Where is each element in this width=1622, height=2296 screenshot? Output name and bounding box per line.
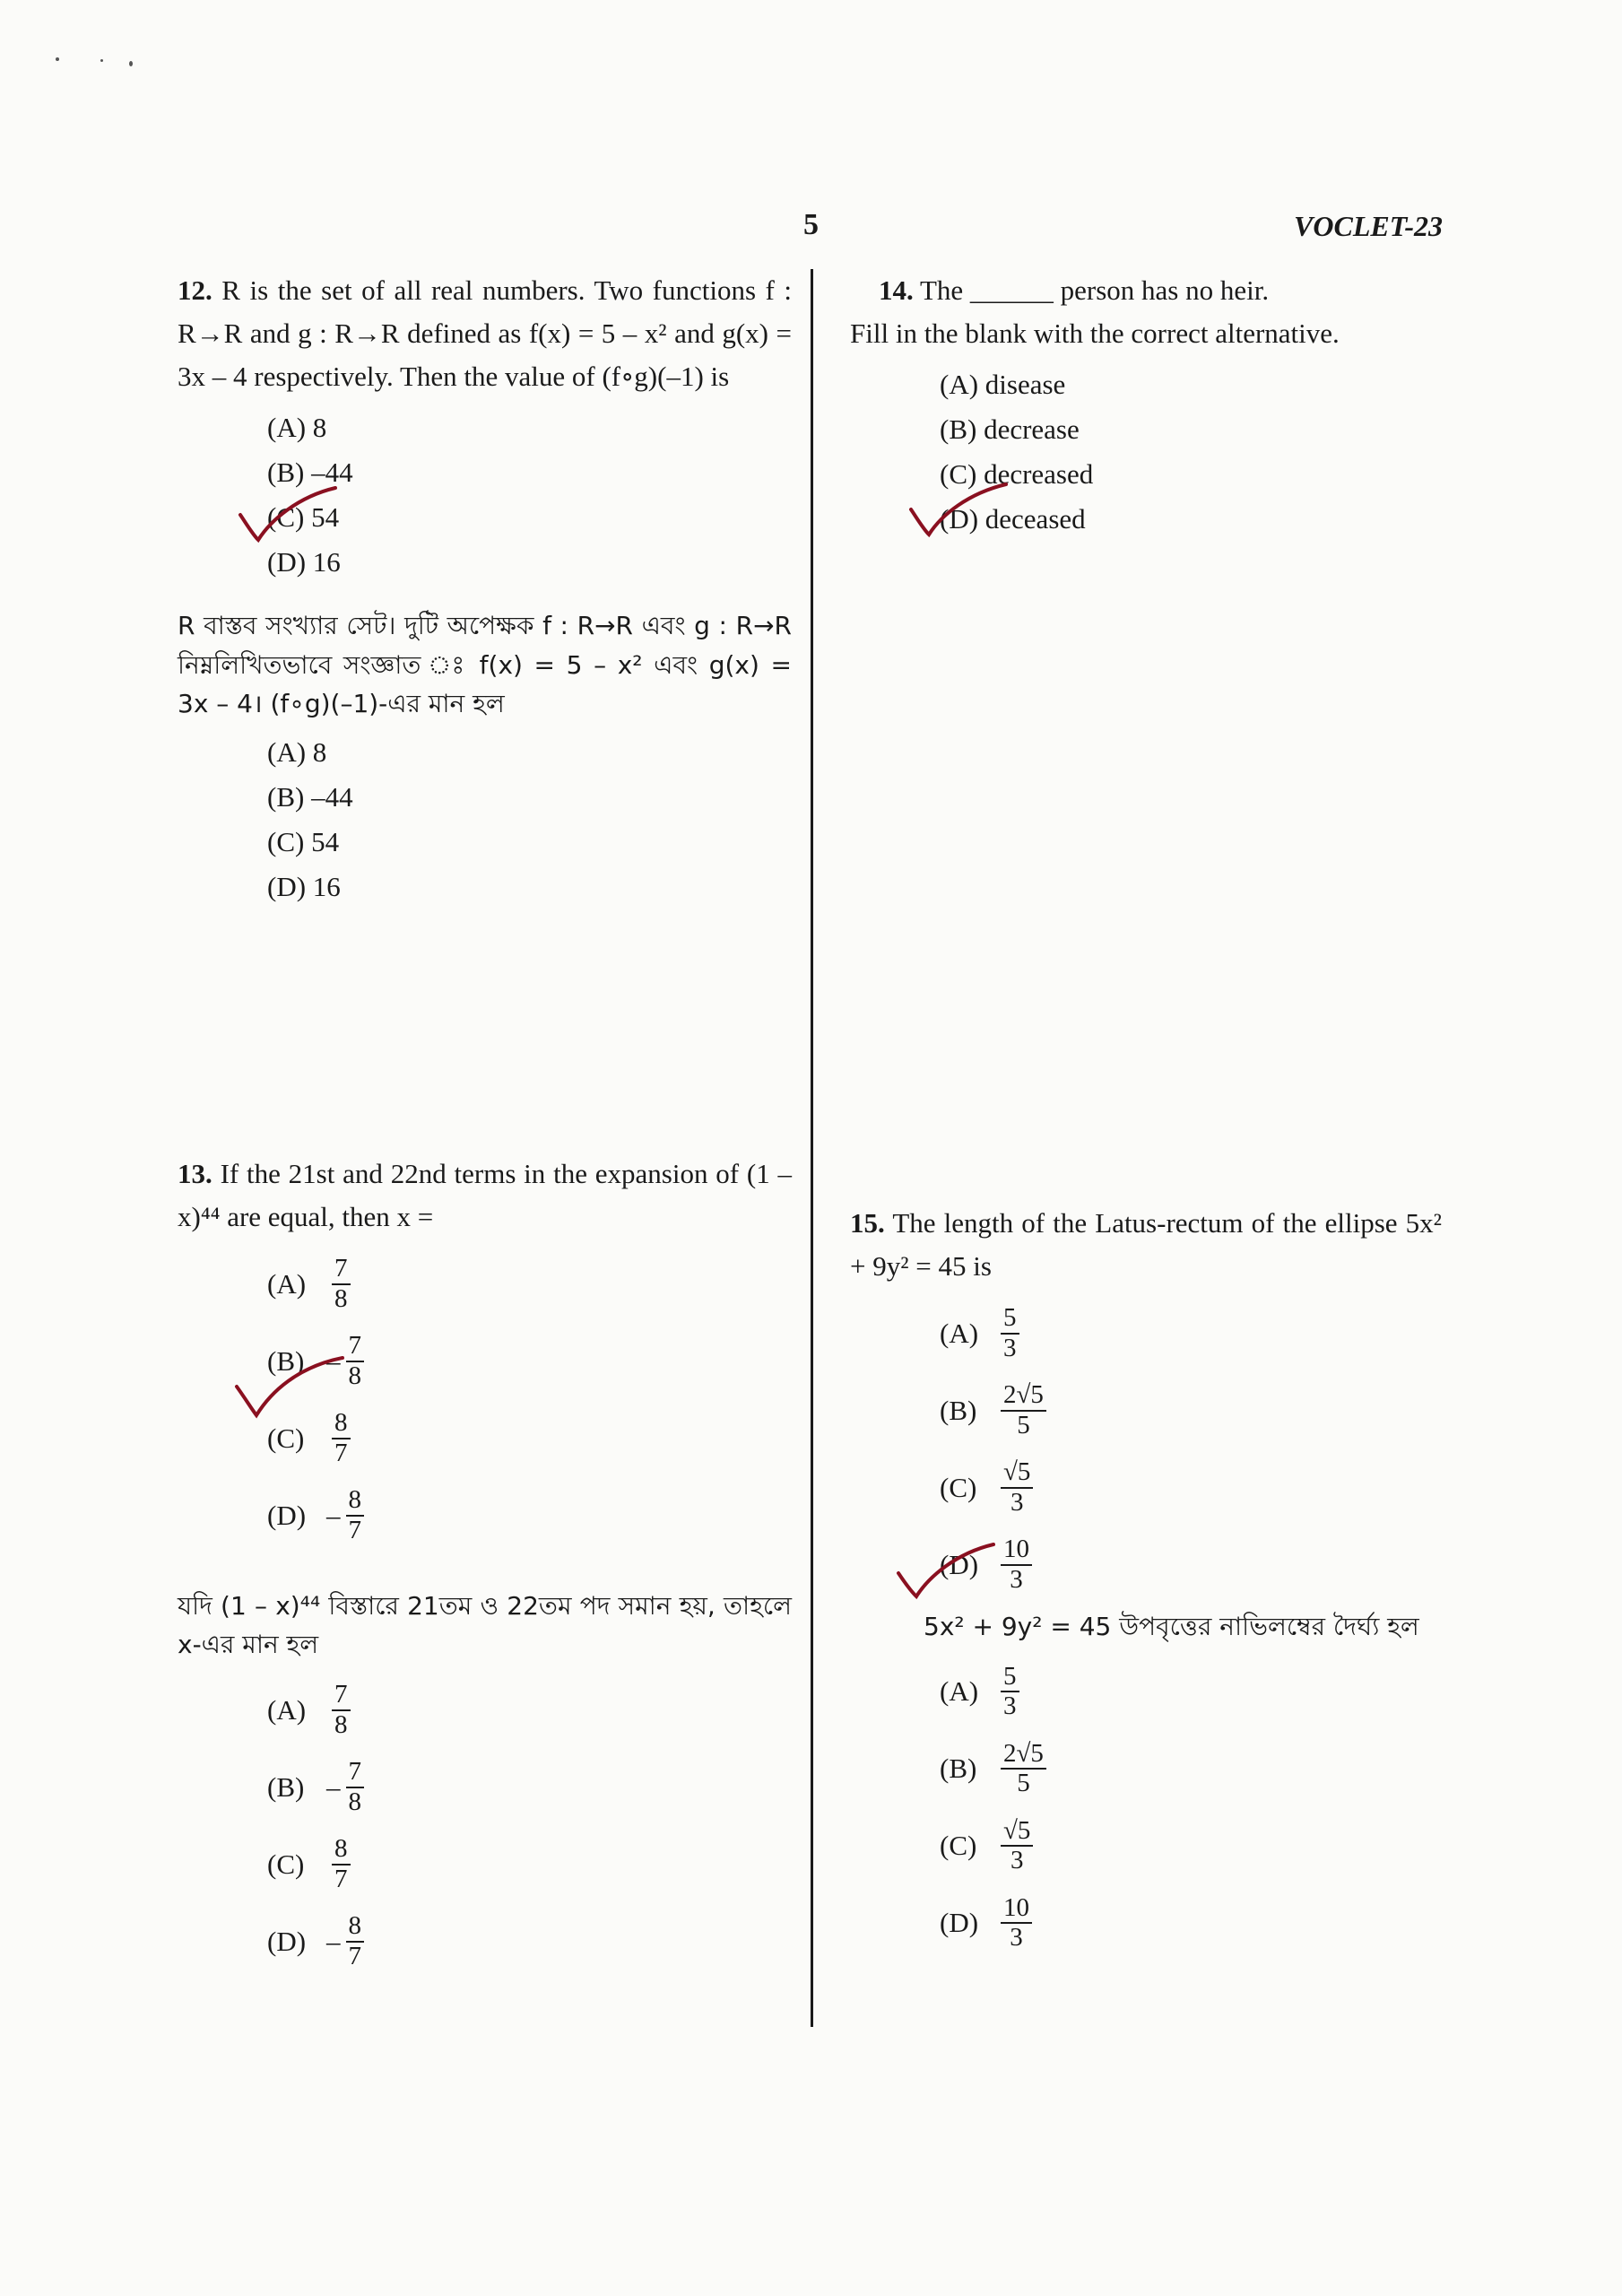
option-a[interactable]: (A) 8	[267, 736, 327, 769]
question-text-bengali: যদি (1 – x)⁴⁴ বিস্তারে 21তম ও 22তম পদ সমান হয়, তাহলে x-এর মান হল	[178, 1591, 792, 1660]
scan-speck	[56, 57, 59, 61]
question-15	[850, 1202, 1442, 1961]
question-number: 14.	[879, 274, 914, 306]
fraction: $\frac{√5}{3}$	[1001, 1817, 1033, 1876]
fraction: $\frac{7}{8}$	[346, 1758, 365, 1817]
exam-code: VOCLET-23	[1294, 210, 1443, 242]
question-text: R is the set of all real numbers. Two functions f : R→R and g : R→R defined as f(x) = 5 – x² and g(x) = 3x – 4 respectively. Then the value of (f∘g)(–1) is	[178, 274, 793, 393]
question-text-bengali: R বাস্তব সংখ্যার সেট। দুটি অপেক্ষক f : R→R এবং g : R→R নিম্নলিখিতভাবে সংজ্ঞাত ঃ f(x) = 5 – x² এবং g(x) = 3x – 4। (f∘g)(–1)-এর মান হল	[178, 611, 792, 718]
options-list-bengali	[267, 1672, 792, 1980]
fraction: $\frac{7}{8}$	[332, 1255, 351, 1314]
option-b[interactable]: (B) decrease	[940, 413, 1080, 446]
question-number: 12.	[178, 274, 213, 306]
question-text: If the 21st and 22nd terms in the expansion of (1 – x)⁴⁴ are equal, then x =	[178, 1158, 793, 1233]
option-a[interactable]: (A) $\frac{5}{3}$	[940, 1295, 1442, 1372]
fraction: $\frac{8}{7}$	[346, 1912, 365, 1971]
option-c[interactable]: (C) $\frac{√5}{3}$	[940, 1807, 1442, 1884]
fraction: $\frac{√5}{3}$	[1001, 1458, 1033, 1518]
option-b[interactable]: (B) – $\frac{7}{8}$	[267, 1323, 792, 1400]
options-list	[267, 405, 792, 585]
question-12	[178, 269, 792, 909]
option-d[interactable]: (D) 16	[267, 546, 341, 578]
question-number: 13.	[178, 1158, 213, 1189]
option-a[interactable]: (A) 8	[267, 412, 327, 444]
option-b[interactable]: (B) $\frac{2√5}{5}$	[940, 1372, 1442, 1449]
option-c[interactable]: (C) $\frac{8}{7}$	[267, 1400, 792, 1477]
option-c[interactable]: (C) $\frac{√5}{3}$	[940, 1449, 1442, 1526]
option-d[interactable]: (D) 16	[267, 871, 341, 903]
option-c[interactable]: (C) 54	[267, 501, 340, 534]
option-c[interactable]: (C) $\frac{8}{7}$	[267, 1826, 792, 1903]
options-list-bengali	[267, 730, 792, 909]
page-number: 5	[803, 208, 819, 241]
option-a[interactable]: (A) $\frac{5}{3}$	[940, 1653, 1442, 1730]
fraction: $\frac{10}{3}$	[1001, 1535, 1032, 1595]
option-d[interactable]: (D) deceased	[940, 503, 1086, 535]
fraction: $\frac{7}{8}$	[346, 1332, 365, 1391]
scan-speck	[100, 59, 103, 62]
options-list	[267, 1246, 792, 1554]
fraction: $\frac{10}{3}$	[1001, 1894, 1032, 1953]
question-number: 15.	[850, 1207, 885, 1239]
option-b[interactable]: (B) –44	[267, 781, 353, 813]
fraction: $\frac{8}{7}$	[332, 1835, 351, 1894]
question-text: The ______ person has no heir.	[919, 274, 1270, 306]
option-b[interactable]: (B) –44	[267, 457, 353, 489]
option-c[interactable]: (C) decreased	[940, 458, 1094, 491]
option-d[interactable]: (D) $\frac{10}{3}$	[940, 1884, 1442, 1961]
question-13	[178, 1152, 792, 1980]
fraction: $\frac{2√5}{5}$	[1001, 1740, 1046, 1799]
option-b[interactable]: (B) – $\frac{7}{8}$	[267, 1749, 792, 1826]
fraction: $\frac{2√5}{5}$	[1001, 1381, 1046, 1440]
option-d[interactable]: (D) – $\frac{8}{7}$	[267, 1477, 792, 1554]
column-divider	[811, 269, 813, 2027]
options-list	[940, 1295, 1442, 1604]
question-14	[850, 269, 1442, 542]
option-a[interactable]: (A) disease	[940, 369, 1066, 401]
fraction: $\frac{5}{3}$	[1001, 1663, 1019, 1722]
question-text-bengali: 5x² + 9y² = 45 উপবৃত্তের নাভিলম্বের দৈর্ঘ্য হল	[924, 1612, 1419, 1642]
option-a[interactable]: (A) $\frac{7}{8}$	[267, 1672, 792, 1749]
fraction: $\frac{7}{8}$	[332, 1681, 351, 1740]
fraction: $\frac{8}{7}$	[346, 1486, 365, 1545]
scan-speck	[129, 61, 133, 66]
fraction: $\frac{8}{7}$	[332, 1409, 351, 1468]
option-b[interactable]: (B) $\frac{2√5}{5}$	[940, 1730, 1442, 1807]
option-d[interactable]: (D) $\frac{10}{3}$	[940, 1526, 1442, 1604]
options-list-bengali	[940, 1653, 1442, 1961]
options-list	[940, 362, 1442, 542]
question-text: The length of the Latus-rectum of the ellipse 5x² + 9y² = 45 is	[850, 1207, 1442, 1283]
fraction: $\frac{5}{3}$	[1001, 1304, 1019, 1363]
option-d[interactable]: (D) – $\frac{8}{7}$	[267, 1903, 792, 1980]
option-c[interactable]: (C) 54	[267, 826, 340, 858]
question-instruction: Fill in the blank with the correct alternative.	[850, 317, 1340, 350]
option-a[interactable]: (A) $\frac{7}{8}$	[267, 1246, 792, 1323]
